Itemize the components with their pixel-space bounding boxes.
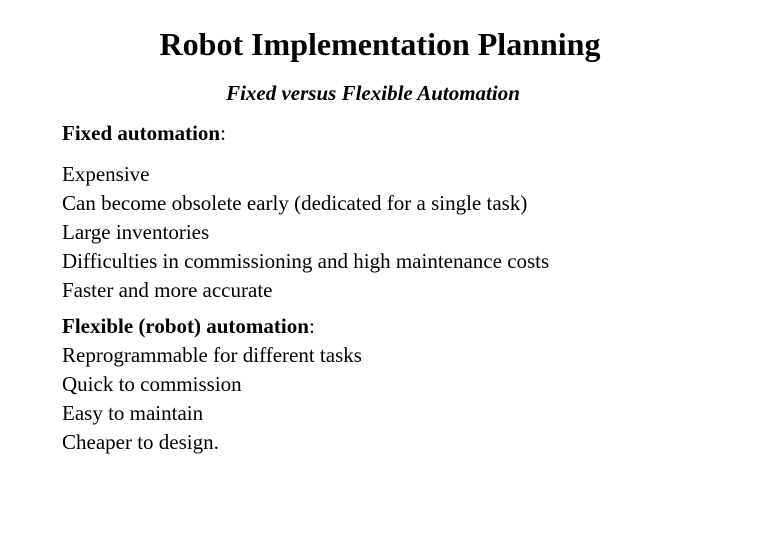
fixed-automation-section xyxy=(62,119,762,305)
list-item: Easy to maintain xyxy=(62,401,204,425)
list-item: Reprogrammable for different tasks xyxy=(62,343,362,367)
flexible-automation-heading-text: Flexible (robot) automation xyxy=(62,314,309,338)
list-item: Quick to commission xyxy=(62,372,242,396)
list-item: Difficulties in commissioning and high maintenance costs xyxy=(62,249,550,273)
flexible-automation-list xyxy=(62,341,762,457)
fixed-automation-heading-colon: : xyxy=(220,121,226,145)
flexible-automation-heading-colon: : xyxy=(308,314,315,338)
slide-title: Robot Implementation Planning xyxy=(159,26,601,62)
flexible-automation-heading xyxy=(62,312,762,341)
fixed-automation-list xyxy=(62,160,762,305)
fixed-automation-heading xyxy=(62,119,762,148)
flexible-automation-section xyxy=(62,312,762,457)
slide-subtitle: Fixed versus Flexible Automation xyxy=(226,81,520,105)
list-item: Cheaper to design. xyxy=(62,430,219,454)
list-item: Large inventories xyxy=(62,220,210,244)
list-item: Faster and more accurate xyxy=(62,278,273,302)
list-item: Expensive xyxy=(62,162,150,186)
fixed-automation-heading-text: Fixed automation xyxy=(62,121,221,145)
list-item: Can become obsolete early (dedicated for a single task) xyxy=(62,191,528,215)
